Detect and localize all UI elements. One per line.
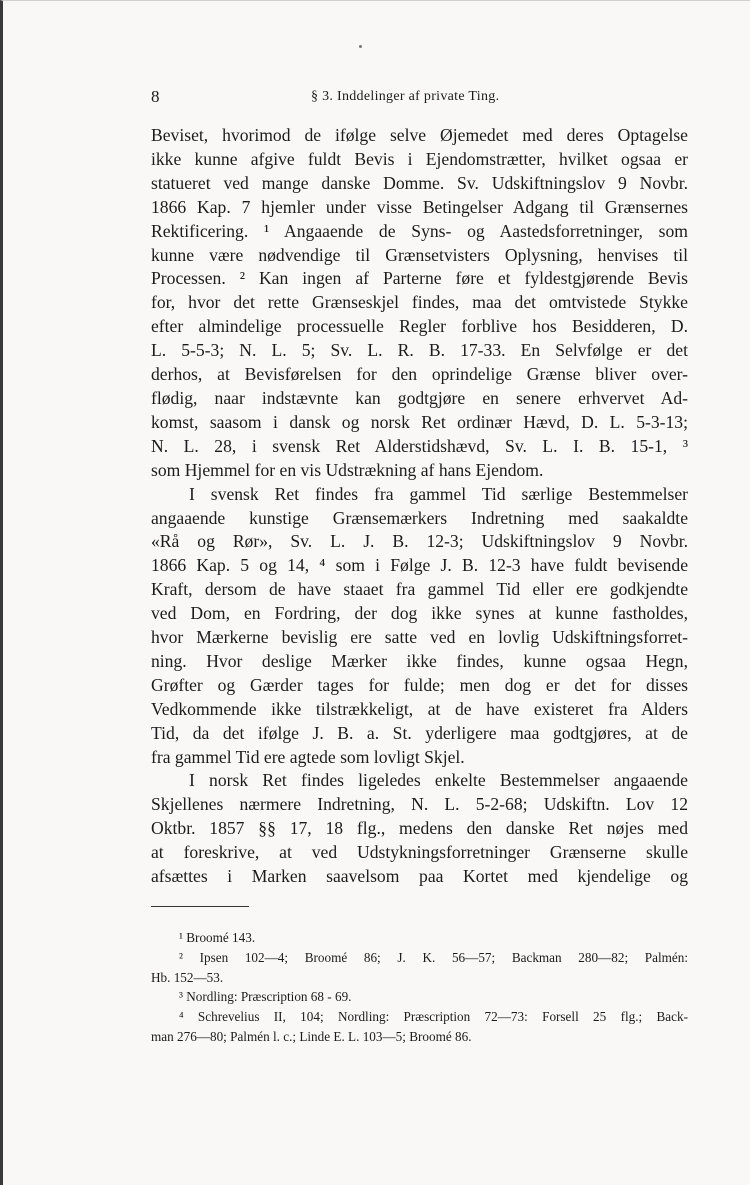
text-line: Vedkommende ikke tilstrækkeligt, at de have existeret fra Alders <box>151 698 688 719</box>
text-line: flødig, naar indstævnte kan godtgjøre en senere erhvervet Ad- <box>151 387 688 408</box>
text-line: kunne være nødvendige til Grænsetvisters Oplysning, henvises til <box>151 244 688 265</box>
text-line: komst, saasom i dansk og norsk Ret ordinær Hævd, D. L. 5-3-13; <box>151 411 688 432</box>
text-line: for, hvor det rette Grænseskjel findes, maa det omtvistede Stykke <box>151 292 688 313</box>
footnote-line: Hb. 152—53. <box>151 969 224 985</box>
text-line: derhos, at Bevisførelsen for den oprindelige Grænse bliver over- <box>151 364 688 385</box>
text-line: ning. Hvor deslige Mærker ikke findes, kunne ogsaa Hegn, <box>151 650 688 671</box>
text-line: «Rå og Rør», Sv. L. J. B. 12-3; Udskiftningslov 9 Novbr. <box>151 531 688 552</box>
text-line: Kraft, dersom de have staaet fra gammel Tid eller ere godkjendte <box>151 579 688 600</box>
text-line: ved Dom, en Fordring, der dog ikke synes at kunne fastholdes, <box>151 603 688 624</box>
footnote-rule <box>151 906 249 907</box>
text-line: ikke kunne afgive fuldt Bevis i Ejendomstrætter, hvilket ogsaa er <box>151 148 688 169</box>
running-head: § 3. Inddelinger af private Ting. <box>311 89 500 104</box>
paper-speck <box>359 45 362 48</box>
text-line: at foreskrive, at ved Udstykningsforretninger Grænserne skulle <box>151 842 688 863</box>
text-line: I norsk Ret findes ligeledes enkelte Bestemmelser angaaende <box>189 770 688 791</box>
text-line: Rektificering. ¹ Angaaende de Syns- og Aastedsforretninger, som <box>151 220 688 241</box>
footnote-line: ⁴ Schrevelius II, 104; Nordling: Præscription 72—73: Forsell 25 flg.; Back- <box>179 1009 688 1025</box>
text-line: Processen. ² Kan ingen af Parterne føre et fyldestgjørende Bevis <box>151 268 688 289</box>
text-line: som Hjemmel for en vis Udstrækning af hans Ejendom. <box>151 459 544 480</box>
text-line: Skjellenes nærmere Indretning, N. L. 5-2-68; Udskiftn. Lov 12 <box>151 794 688 815</box>
text-line: Beviset, hvorimod de ifølge selve Øjemedet med deres Optagelse <box>151 125 688 145</box>
text-line: efter almindelige processuelle Regler forblive hos Besidderen, D. <box>151 316 688 337</box>
text-line: I svensk Ret findes fra gammel Tid særlige Bestemmelser <box>189 483 688 504</box>
text-line: angaaende kunstige Grænsemærkers Indretning med saakaldte <box>151 507 688 528</box>
text-line: Tid, da det ifølge J. B. a. St. yderligere maa godtgjøres, at de <box>151 722 688 743</box>
text-line: hvor Mærkerne bevislig ere satte ved en lovlig Udskiftningsforret- <box>151 627 688 648</box>
text-line: afsættes i Marken saavelsom paa Kortet med kjendelige og <box>151 866 688 887</box>
text-line: fra gammel Tid ere agtede som lovligt Skjel. <box>151 746 465 767</box>
text-line: statueret ved mange danske Domme. Sv. Udskiftningslov 9 Novbr. <box>151 172 688 193</box>
footnote-line: ³ Nordling: Præscription 68 - 69. <box>179 989 352 1005</box>
page-number: 8 <box>151 87 160 106</box>
body-text <box>151 124 688 889</box>
text-line: 1866 Kap. 5 og 14, ⁴ som i Følge J. B. 12-3 have fuldt bevisende <box>151 555 688 576</box>
text-line: Grøfter og Gærder tages for fulde; men dog er det for disses <box>151 674 688 695</box>
page-header <box>151 87 691 111</box>
text-line: L. 5-5-3; N. L. 5; Sv. L. R. B. 17-33. En Selvfølge er det <box>151 340 688 361</box>
footnotes <box>151 928 688 1047</box>
text-line: Oktbr. 1857 §§ 17, 18 flg., medens den danske Ret nøjes med <box>151 818 688 839</box>
text-line: N. L. 28, i svensk Ret Alderstidshævd, Sv. L. I. B. 15-1, ³ <box>151 435 688 456</box>
footnote-line: ¹ Broomé 143. <box>179 930 256 945</box>
footnote-line: man 276—80; Palmén l. c.; Linde E. L. 103—5; Broomé 86. <box>151 1028 472 1044</box>
text-line: 1866 Kap. 7 hjemler under visse Betingelser Adgang til Grænsernes <box>151 196 688 217</box>
footnote-line: ² Ipsen 102—4; Broomé 86; J. K. 56—57; Backman 280—82; Palmén: <box>179 949 688 965</box>
